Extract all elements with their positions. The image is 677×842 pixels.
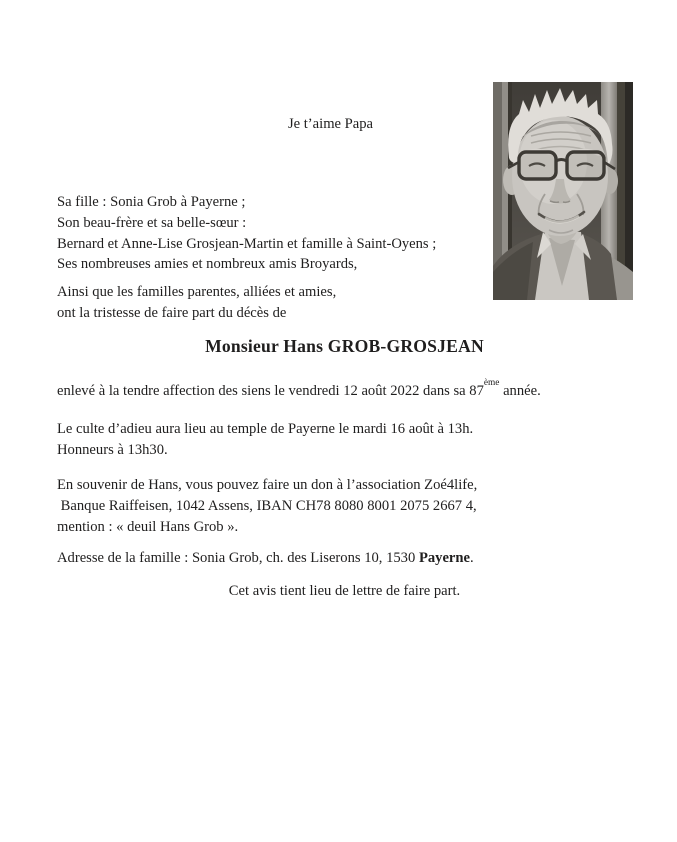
death-notice-text: enlevé à la tendre affection des siens le vendredi 12 août 2022 dans sa 87 xyxy=(57,383,484,399)
family-address-line xyxy=(57,548,667,569)
ceremony-line-service: Le culte d’adieu aura lieu au temple de Payerne le mardi 16 août à 13h. xyxy=(57,421,474,437)
family-line-daughter: Sa fille : Sonia Grob à Payerne ; xyxy=(57,194,246,210)
address-text: Adresse de la famille : Sonia Grob, ch. des Liserons 10, 1530 xyxy=(57,550,419,566)
donation-line-bank-iban: Banque Raiffeisen, 1042 Assens, IBAN CH78 8080 8001 2075 2667 4, xyxy=(57,497,477,514)
intro-line-families: Ainsi que les familles parentes, alliées et amies, xyxy=(57,284,337,300)
ceremony-details xyxy=(57,419,637,461)
announcement-intro xyxy=(57,282,637,324)
intro-line-sadness: ont la tristesse de faire part du décès de xyxy=(57,304,287,321)
deceased-name: Monsieur Hans GROB-GROSJEAN xyxy=(205,336,484,356)
closing-text: Cet avis tient lieu de lettre de faire part. xyxy=(228,583,461,599)
family-line-inlaws: Bernard et Anne-Lise Grosjean-Martin et famille à Saint-Oyens ; xyxy=(57,235,437,252)
death-notice-line xyxy=(57,377,667,402)
address-text-end: . xyxy=(470,550,474,566)
donation-line-mention: mention : « deuil Hans Grob ». xyxy=(57,518,239,535)
family-line-inlaws-intro: Son beau-frère et sa belle-sœur : xyxy=(57,214,247,231)
donation-details xyxy=(57,475,637,537)
dedication-text: Je t’aime Papa xyxy=(287,116,374,132)
family-list xyxy=(57,192,637,275)
donation-line-association: En souvenir de Hans, vous pouvez faire un don à l’association Zoé4life, xyxy=(57,477,478,493)
death-notice-text-end: année. xyxy=(499,383,541,399)
address-city-bold: Payerne xyxy=(418,550,470,566)
ceremony-line-honors: Honneurs à 13h30. xyxy=(57,441,168,458)
ordinal-superscript: ème xyxy=(483,377,500,388)
family-line-friends: Ses nombreuses amies et nombreux amis Broyards, xyxy=(57,256,358,273)
